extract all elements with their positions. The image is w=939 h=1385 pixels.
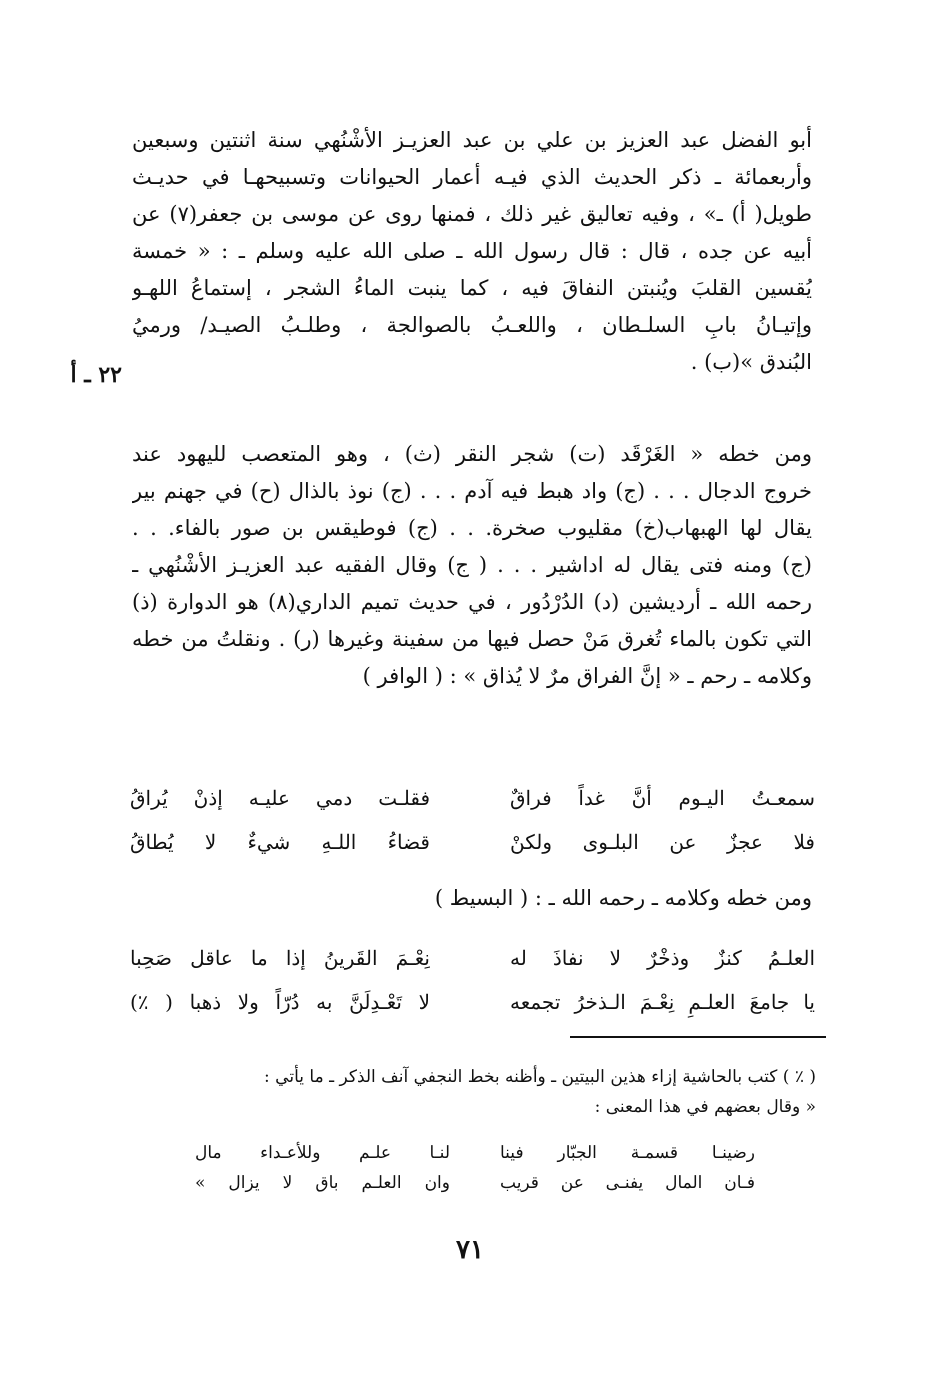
verse-second-hemistich: فقلـت دمي عليـه إذنْ يُراقُ	[130, 786, 430, 810]
paragraph-2-line: ومن خطه « الغَرْقَد (ت) شجر النقر (ث) ، وهو المتعصب لليهود عند	[132, 442, 812, 466]
verse-first-hemistich: العلـمُ كنزٌ وذخْرٌ لا نفاذَ له	[510, 946, 815, 970]
verse-first-hemistich: سمعـتُ اليـوم أنَّ غداً فراقٌ	[510, 786, 815, 810]
verse-first-hemistich: فلا عجزٌ عن البلـوى ولكنْ	[510, 830, 815, 854]
heading-al-basit	[182, 880, 812, 917]
paragraph-1-line: البُندق »(ب) .	[690, 350, 812, 374]
paragraph-1-line: طويل( أ) ـ» ، وفيه تعاليق غير ذلك ، فمنها روى عن موسى بن جعفر(٧) عن	[132, 202, 812, 226]
footnote-separator	[570, 1036, 826, 1038]
footnote-verse	[195, 1138, 755, 1168]
verse-second-hemistich: قضاءُ اللـهِ شيءٌ لا يُطاقُ	[130, 830, 430, 854]
poem-al-basit	[130, 936, 815, 1024]
verse-second-hemistich: لا تَعْـدِلَنَّ به دُرّاً ولا ذهبا ( ٪)	[130, 990, 430, 1014]
paragraph-1-line: أبو الفضل عبد العزيز بن علي بن عبد العزيـز الأشْنُهي سنة اثنتين وسبعين	[132, 128, 812, 152]
paragraph-1-line: أبيه عن جده ، قال : قال رسول الله ـ صلى الله عليه وسلم ـ : « خمسة	[132, 239, 812, 263]
verse-second-hemistich: نِعْـمَ القَرينُ إذا ما عاقل صَحِبا	[130, 946, 430, 970]
poem-verse	[130, 776, 815, 820]
footnote-text: ( ٪ ) كتب بالحاشية إزاء هذين البيتين ـ وأظنه بخط النجفي آنف الذكر ـ ما يأتي :	[264, 1067, 816, 1087]
paragraph-1-line: يُقسين القلبَ ويُنبتن النفاقَ فيه ، كما ينبت الماءُ الشجر ، إستماعُ اللهـو	[132, 276, 812, 300]
poem-verse	[130, 820, 815, 864]
verse-second-hemistich: لنـا علـم وللأعـداء مال	[195, 1143, 450, 1163]
poem-verse	[130, 936, 815, 980]
poem-al-wafir	[130, 776, 815, 864]
paragraph-2-line: يقال لها الهبهاب(خ) مقليوب صخرة. . . (ج) فوطيقس بن صور بالفاء. . .	[132, 516, 812, 540]
footnote-verse	[195, 1168, 755, 1198]
page-number: ٧١	[456, 1235, 484, 1265]
verse-first-hemistich: يا جامعَ العلـمِ نِعْـمَ الـذخرُ تجمعه	[510, 990, 815, 1014]
paragraph-2-line: خروج الدجال . . . (ج) واد هبط فيه آدم . . . (ج) نوذ بالذال (ح) في جهنم بير	[132, 479, 812, 503]
paragraph-1-line: وأربعمائة ـ ذكر الحديث الذي فيـه أعمار الحيوانات وتسبيحهـا في حديـث	[132, 165, 812, 189]
verse-second-hemistich: وان العلـم باق لا يزال »	[195, 1173, 450, 1193]
folio-margin-note: ٢٢ ـ أ	[70, 362, 122, 388]
footnote-poem	[195, 1138, 755, 1198]
paragraph-2-line: رحمه الله ـ أرديشين (د) الدُرْدُور ، في حديث تميم الداري(٨) هو الدوارة (ذ)	[132, 590, 812, 614]
paragraph-1-line: وإتيـانُ بابِ السلـطان ، واللعـبُ بالصوالجة ، وطلـبُ الصيـد/ ورميُ	[132, 313, 812, 337]
paragraph-2-line: (ج) ومنه فتى يقال له اداشير . . . ( ج) وقال الفقيه عبد العزيـز الأشْنُهي ـ	[132, 553, 812, 577]
section-heading: ومن خطه وكلامه ـ رحمه الله ـ : ( البسيط )	[434, 886, 812, 910]
verse-first-hemistich: فـان المال يفنـى عن قريب	[500, 1173, 755, 1193]
paragraph-2	[132, 436, 812, 695]
paragraph-1	[132, 122, 812, 381]
verse-first-hemistich: رضينـا قسمـة الجبّار فينا	[500, 1143, 755, 1163]
poem-verse	[130, 980, 815, 1024]
footnote-text: « وقال بعضهم في هذا المعنى :	[594, 1097, 816, 1117]
paragraph-2-line: وكلامه ـ رحم ـ « إنَّ الفراق مرٌ لا يُذاق » : ( الوافر )	[362, 664, 812, 688]
paragraph-2-line: التي تكون بالماء تُغرق مَنْ حصل فيها من سفينة وغيرها (ر) . ونقلتُ من خطه	[132, 627, 812, 651]
